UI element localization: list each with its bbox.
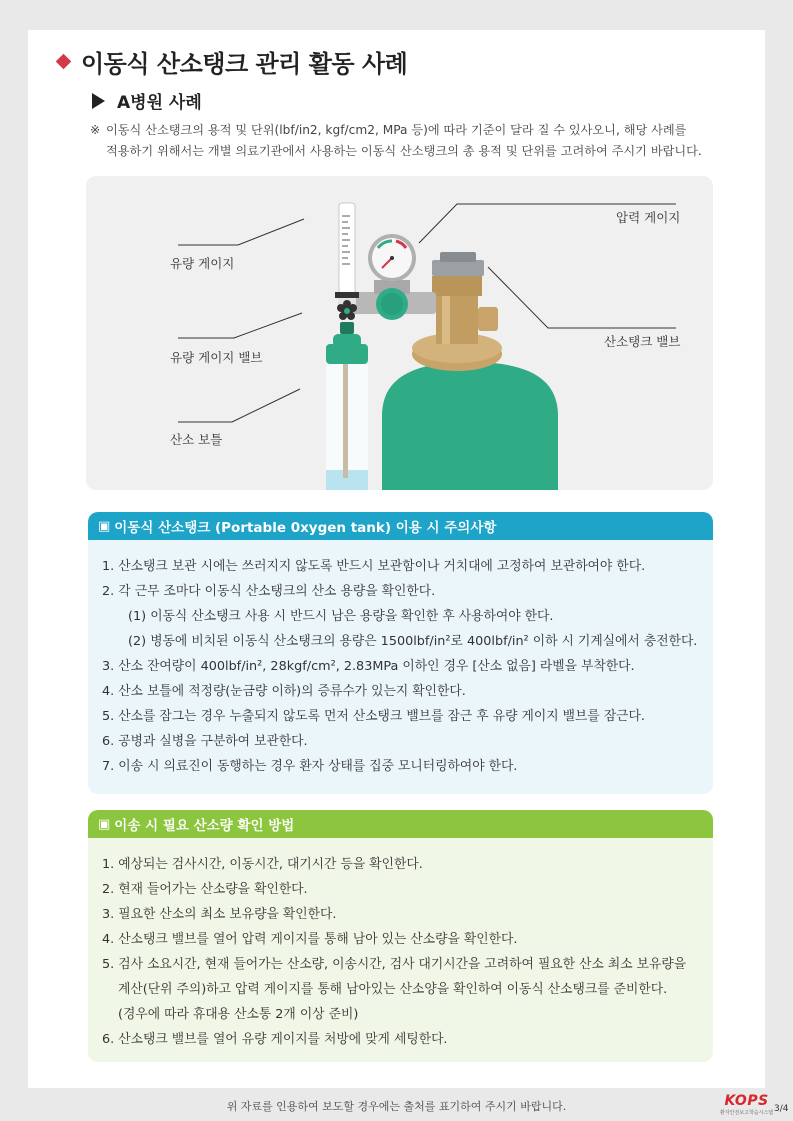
bottle-tube [343, 364, 348, 478]
list-item: 1. 예상되는 검사시간, 이동시간, 대기시간 등을 확인한다. [102, 857, 423, 872]
bottle-cap [326, 344, 368, 364]
label-oxygen-bottle: 산소 보틀 [170, 432, 223, 447]
list-item: 5. 산소를 잠그는 경우 누출되지 않도록 먼저 산소탱크 밸브를 잠근 후 유량 게이지 밸브를 잠근다. [102, 709, 645, 724]
note-line-2: 적용하기 위해서는 개별 의료기관에서 사용하는 이동식 산소탱크의 총 용적 및 단위를 고려하여 주시기 바랍니다. [106, 144, 702, 158]
tank-valve-leader-line [488, 267, 676, 328]
subtitle-row [92, 88, 202, 113]
label-pressure-gauge: 압력 게이지 [616, 210, 681, 225]
list-item: 4. 산소탱크 밸브를 열어 압력 게이지를 통해 남아 있는 산소량을 확인한다. [102, 932, 518, 947]
oxygen-check-header [88, 810, 713, 838]
footer-notice: 위 자료를 인용하여 보도할 경우에는 출처를 표기하여 주시기 바랍니다. [226, 1100, 567, 1113]
list-item: 3. 산소 잔여량이 400lbf/in², 28kgf/cm², 2.83MPa 이하인 경우 [산소 없음] 라벨을 부착한다. [102, 659, 635, 674]
kops-logo-subtitle: 환자안전보고학습시스템 [720, 1110, 774, 1116]
valve-outlet [478, 307, 498, 331]
oxygen-tank-body [382, 362, 558, 490]
title-row [58, 44, 407, 79]
square-bullet-icon: ▣ [98, 518, 111, 534]
list-item: 2. 각 근무 조마다 이동식 산소탱크의 산소 용량을 확인한다. [102, 584, 436, 599]
list-item: 4. 산소 보틀에 적정량(눈금량 이하)의 증류수가 있는지 확인한다. [102, 684, 466, 699]
flow-gauge-leader-line [178, 219, 304, 245]
kops-logo-text: KOPS [724, 1093, 769, 1109]
list-item: 1. 산소탱크 보관 시에는 쓰러지지 않도록 반드시 보관함이나 거치대에 고정하여 보관하여야 한다. [102, 559, 646, 574]
oxygen-check-list [88, 838, 713, 1062]
list-item: 5. 검사 소요시간, 현재 들어가는 산소량, 이송시간, 검사 대기시간을 고려하여 필요한 산소 최소 보유량을 [102, 957, 687, 972]
flow-valve-leader-line [178, 313, 302, 338]
oxygen-tank-figure [86, 176, 713, 490]
label-flow-gauge: 유량 게이지 [170, 256, 235, 271]
oxygen-check-title: 이송 시 필요 산소량 확인 방법 [114, 818, 295, 834]
label-flow-valve: 유량 게이지 밸브 [170, 350, 263, 365]
subtitle: A병원 사례 [117, 93, 202, 113]
precautions-list [88, 540, 713, 794]
square-bullet-icon: ▣ [98, 816, 111, 832]
note-mark: ※ [90, 123, 101, 137]
list-item: 7. 이송 시 의료진이 동행하는 경우 환자 상태를 집중 모니터링하여야 한다. [102, 759, 518, 774]
precautions-title: 이동식 산소탱크 (Portable 0xygen tank) 이용 시 주의사항 [114, 520, 497, 536]
page [28, 30, 765, 1088]
list-item: 6. 산소탱크 밸브를 열어 유량 게이지를 처방에 맞게 세팅한다. [102, 1032, 448, 1047]
note [90, 120, 750, 162]
list-item: (경우에 따라 휴대용 산소통 2개 이상 준비) [118, 1007, 359, 1022]
list-item: (1) 이동식 산소탱크 사용 시 반드시 남은 용량을 확인한 후 사용하여야 한다. [128, 609, 554, 624]
note-line-1: 이동식 산소탱크의 용적 및 단위(lbf/in2, kgf/cm2, MPa 등)에 따라 기준이 달라 질 수 있사오니, 해당 사례를 [106, 123, 687, 137]
list-item: (2) 병동에 비치된 이동식 산소탱크의 용량은 1500lbf/in²로 400lbf/in² 이하 시 기계실에서 충전한다. [128, 634, 698, 649]
list-item: 3. 필요한 산소의 최소 보유량을 확인한다. [102, 907, 337, 922]
diamond-bullet-icon [56, 54, 72, 70]
precautions-section [88, 512, 713, 794]
list-item: 6. 공병과 실병을 구분하여 보관한다. [102, 734, 308, 749]
oxygen-check-section [88, 810, 713, 1062]
page-title: 이동식 산소탱크 관리 활동 사례 [81, 50, 408, 78]
precautions-header [88, 512, 713, 540]
list-item: 2. 현재 들어가는 산소량을 확인한다. [102, 882, 308, 897]
valve-handle [432, 260, 484, 276]
label-tank-valve: 산소탱크 밸브 [604, 334, 681, 349]
page-number: 3/4 [774, 1104, 789, 1114]
triangle-right-icon [92, 93, 105, 109]
bottle-leader-line [178, 389, 300, 422]
list-item: 계산(단위 주의)하고 압력 게이지를 통해 남아있는 산소양을 확인하여 이동식 산소탱크를 준비한다. [118, 982, 668, 997]
flow-meter-tube [339, 203, 355, 295]
kops-logo [720, 1093, 773, 1116]
